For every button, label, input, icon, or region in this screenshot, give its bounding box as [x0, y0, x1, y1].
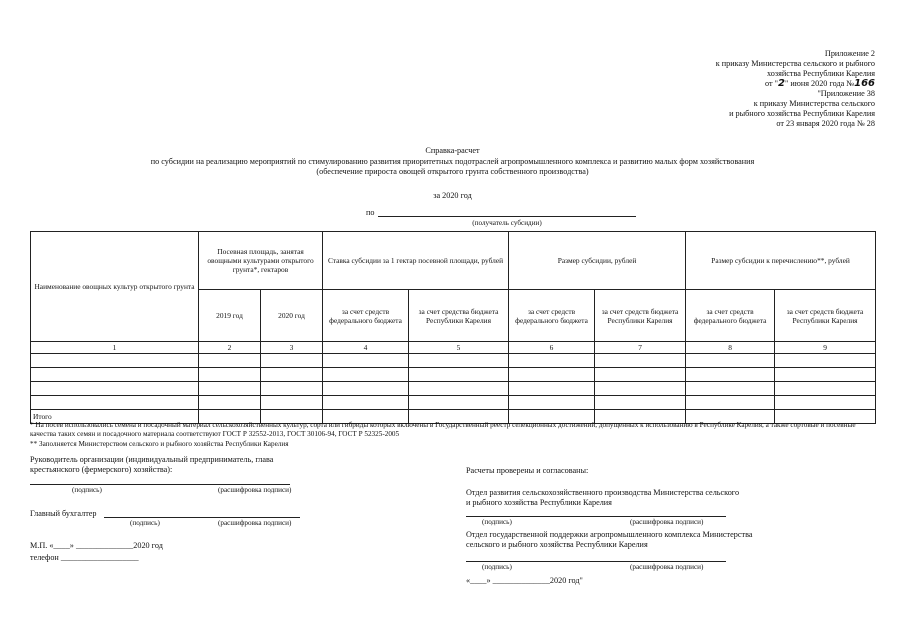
dept2-line-2: сельского и рыбного хозяйства Республики Карелия [466, 540, 648, 549]
stamp-date: М.П. «____» ______________2020 год [30, 541, 163, 550]
table-row [31, 382, 876, 396]
table-cell[interactable] [775, 368, 876, 382]
recipient-line [378, 216, 636, 217]
table-cell[interactable] [31, 368, 199, 382]
head-sign-caption: (подпись) [72, 486, 102, 494]
head-label-1: Руководитель организации (индивидуальный предприниматель, глава [30, 455, 274, 464]
total-label: Итого [31, 410, 199, 424]
header-transfer-federal: за счет средств федерального бюджета [686, 290, 775, 342]
table-cell[interactable] [686, 382, 775, 396]
dept2-decode-caption: (расшифровка подписи) [630, 563, 704, 571]
footnote-2: ** Заполняется Министерством сельского и рыбного хозяйства Республики Карелия [30, 440, 289, 448]
table-cell[interactable] [775, 354, 876, 368]
column-number: 3 [261, 342, 323, 354]
header-line-4: от "2" июня 2020 года №166 [765, 78, 875, 89]
header-line-8: от 23 января 2020 года № 28 [776, 119, 875, 128]
header-line-6: к приказу Министерства сельского [753, 99, 875, 108]
column-number: 5 [409, 342, 509, 354]
table-cell[interactable] [199, 382, 261, 396]
table-cell[interactable] [199, 396, 261, 410]
table-cell[interactable] [686, 368, 775, 382]
table-cell[interactable] [595, 368, 686, 382]
table-cell[interactable] [323, 368, 409, 382]
table-cell[interactable] [261, 382, 323, 396]
table-cell[interactable] [199, 368, 261, 382]
table-cell[interactable] [31, 396, 199, 410]
table-cell[interactable] [261, 368, 323, 382]
header-line-5: "Приложение 38 [817, 89, 875, 98]
column-number: 2 [199, 342, 261, 354]
header-line-7: и рыбного хозяйства Республики Карелия [729, 109, 875, 118]
table-cell[interactable] [409, 368, 509, 382]
dept1-line-1: Отдел развития сельскохозяйственного производства Министерства сельского [466, 488, 740, 497]
table-cell[interactable] [775, 382, 876, 396]
table-cell[interactable] [323, 382, 409, 396]
dept1-sign-caption: (подпись) [482, 518, 512, 526]
subsidy-table [30, 231, 876, 424]
head-label-2: крестьянского (фермерского) хозяйства): [30, 465, 173, 474]
handwritten-number: 166 [854, 78, 875, 89]
table-cell[interactable] [775, 396, 876, 410]
table-cell[interactable] [595, 354, 686, 368]
footnote-1: * На посев использовались семена и посадочный материал сельскохозяйственных культур, сорта или гибриды которых включены в Государственный реестр селекционных достижений, допущенных к использованию в Республике Карелия, а также сортовые и посевные качества таких семян и посадочного материала соответствуют ГОСТ Р 32552-2013, ГОСТ 30106-94, ГОСТ Р 52325-2005 [30, 421, 856, 438]
table-row [31, 368, 876, 382]
dept1-line-2: и рыбного хозяйства Республики Карелия [466, 498, 612, 507]
header-2020: 2020 год [261, 290, 323, 342]
doc-subtitle-2: (обеспечение прироста овощей открытого грунта собственного производства) [316, 167, 589, 176]
dept2-signature-line[interactable] [466, 561, 726, 562]
table-cell[interactable] [409, 382, 509, 396]
header-transfer-regional: за счет средств бюджета Республики Карелия [775, 290, 876, 342]
table-cell[interactable] [409, 354, 509, 368]
table-cell[interactable] [323, 396, 409, 410]
table-cell[interactable] [199, 354, 261, 368]
table-cell[interactable] [509, 396, 595, 410]
header-subsidy-size: Размер субсидии, рублей [509, 232, 686, 290]
header-line-2: к приказу Министерства сельского и рыбного [715, 59, 875, 68]
recipient-caption: (получатель субсидии) [472, 219, 542, 227]
table-cell[interactable] [595, 396, 686, 410]
column-number: 9 [775, 342, 876, 354]
doc-subtitle: по субсидии на реализацию мероприятий по стимулированию развития приоритетных подотраслей агропромышленного комплекса и развитию малых форм хозяйствования [150, 157, 755, 166]
header-size-federal: за счет средств федерального бюджета [509, 290, 595, 342]
table-cell[interactable] [509, 354, 595, 368]
checked-label: Расчеты проверены и согласованы: [466, 466, 589, 475]
header-rate-federal: за счет средств федерального бюджета [323, 290, 409, 342]
table-cell[interactable] [323, 354, 409, 368]
header-rate: Ставка субсидии за 1 гектар посевной площади, рублей [323, 232, 509, 290]
column-number: 4 [323, 342, 409, 354]
dept2-line-1: Отдел государственной поддержки агропромышленного комплекса Министерства [466, 530, 753, 539]
report-year: за 2020 год [433, 191, 472, 200]
header-crop-name: Наименование овощных культур открытого грунта [31, 232, 199, 342]
header-line-3: хозяйства Республики Карелия [767, 69, 875, 78]
table-cell[interactable] [686, 354, 775, 368]
table-cell[interactable] [261, 354, 323, 368]
phone-field: телефон ___________________ [30, 553, 139, 562]
header-2019: 2019 год [199, 290, 261, 342]
header-rate-regional: за счет средства бюджета Республики Карелия [409, 290, 509, 342]
table-row [31, 396, 876, 410]
header-size-regional: за счет средств бюджета Республики Карелия [595, 290, 686, 342]
accountant-sign-caption: (подпись) [130, 519, 160, 527]
accountant-decode-caption: (расшифровка подписи) [218, 519, 292, 527]
table-cell[interactable] [509, 368, 595, 382]
head-signature-line[interactable] [30, 484, 290, 485]
column-number: 6 [509, 342, 595, 354]
dept2-sign-caption: (подпись) [482, 563, 512, 571]
approval-date: «____» ______________2020 год" [466, 576, 583, 585]
table-row [31, 354, 876, 368]
header-block [625, 49, 875, 129]
dept1-signature-line[interactable] [466, 516, 726, 517]
handwritten-day: 2 [777, 78, 785, 89]
accountant-signature-line[interactable] [104, 517, 300, 518]
table-cell[interactable] [686, 396, 775, 410]
dept1-decode-caption: (расшифровка подписи) [630, 518, 704, 526]
recipient-prefix: по [366, 208, 375, 217]
header-sown-area: Посевная площадь, занятая овощными культурами открытого грунта*, гектаров [199, 232, 323, 290]
table-cell[interactable] [261, 396, 323, 410]
table-cell[interactable] [31, 382, 199, 396]
header-transfer: Размер субсидии к перечислению**, рублей [686, 232, 876, 290]
table-cell[interactable] [595, 382, 686, 396]
table-cell[interactable] [31, 354, 199, 368]
column-number: 1 [31, 342, 199, 354]
column-number: 8 [686, 342, 775, 354]
column-number: 7 [595, 342, 686, 354]
doc-title: Справка-расчет [425, 146, 480, 155]
table-cell[interactable] [509, 382, 595, 396]
head-decode-caption: (расшифровка подписи) [218, 486, 292, 494]
table-cell[interactable] [409, 396, 509, 410]
header-line-1: Приложение 2 [824, 49, 875, 58]
accountant-label: Главный бухгалтер [30, 509, 97, 518]
